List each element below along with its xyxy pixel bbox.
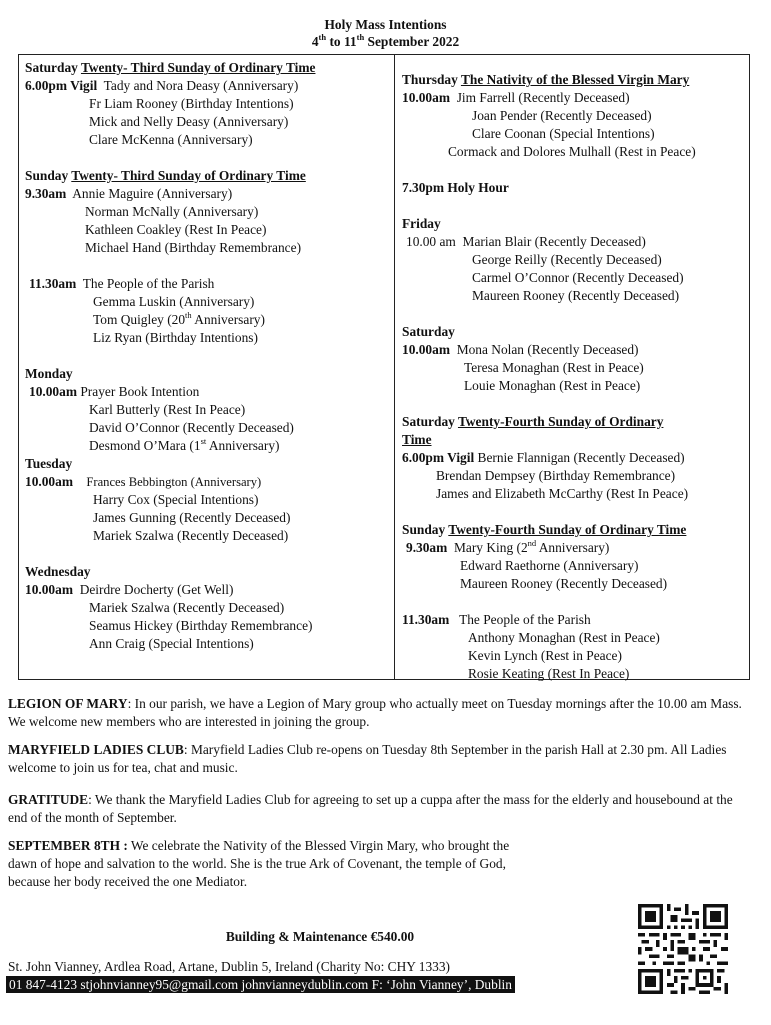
list-item: 10.00am Prayer Book Intention [29,384,200,399]
list-item: Kevin Lynch (Rest in Peace) [468,648,622,663]
list-item: Teresa Monaghan (Rest in Peace) [464,360,644,375]
list-item: James Gunning (Recently Deceased) [93,510,291,525]
qr-code-icon [638,904,728,994]
notice-legion-of-mary: LEGION OF MARY: In our parish, we have a Legion of Mary group who actually meet on Tuesday mornings after the 10.00 am Mass. We welcome new members who are interested in joining the group. [8,696,742,729]
list-item: Rosie Keating (Rest In Peace) [468,666,630,681]
mass-time: 9.30am [406,540,448,555]
list-item: George Reilly (Recently Deceased) [472,252,662,267]
contact-bar: 01 847-4123 stjohnvianney95@gmail.com johnvianneydublin.com F: ‘John Vianney’, Dublin [6,976,515,993]
mass-time: 10.00am [25,474,73,489]
notice-label: MARYFIELD LADIES CLUB [8,742,184,757]
monday-section [25,365,387,455]
list-item: Kathleen Coakley (Rest In Peace) [85,222,267,237]
list-item: Mick and Nelly Deasy (Anniversary) [89,114,289,129]
section-heading: Sunday Twenty- Third Sunday of Ordinary Time [25,168,306,183]
list-item: 6.00pm Vigil Bernie Flannigan (Recently Deceased) [402,450,685,465]
notice-gratitude: GRATITUDE: We thank the Maryfield Ladies Club for agreeing to set up a cuppa after the mass for the elderly and housebound at the end of the month of September. [8,792,733,825]
list-item: Gemma Luskin (Anniversary) [93,294,255,309]
date-range: 4th to 11th September 2022 [311,31,460,49]
list-item: 10.00am Deirdre Docherty (Get Well) [25,582,234,597]
list-item: 6.00pm Vigil Tady and Nora Deasy (Anniversary) [25,78,299,93]
sunday-section [25,167,387,347]
list-item: Liz Ryan (Birthday Intentions) [93,330,258,345]
saturday-vigil-section [25,59,387,149]
list-item: 10.00 am Marian Blair (Recently Deceased) [406,234,646,249]
section-heading: Saturday [402,324,455,339]
list-item: Mariek Szalwa (Recently Deceased) [89,600,285,615]
list-item: Ann Craig (Special Intentions) [89,636,254,651]
section-heading: Saturday Twenty- Third Sunday of Ordinary Time [25,60,316,75]
list-item: Harry Cox (Special Intentions) [93,492,259,507]
mass-time: 11.30am [402,612,450,627]
section-heading: Thursday The Nativity of the Blessed Virgin Mary [402,72,690,87]
mass-time: 6.00pm Vigil [402,450,475,465]
list-item: Desmond O’Mara (1st Anniversary) [89,435,280,453]
list-item: Carmel O’Connor (Recently Deceased) [472,270,684,285]
list-item: 9.30am Annie Maguire (Anniversary) [25,186,233,201]
section-heading: Tuesday [25,456,73,471]
section-heading-cont: Time [402,432,432,447]
list-item: Karl Butterly (Rest In Peace) [89,402,246,417]
section-heading: Friday [402,216,441,231]
friday-section [402,215,747,305]
notice-label: LEGION OF MARY [8,696,128,711]
list-item: 11.30am The People of the Parish [29,276,215,291]
list-item: Norman McNally (Anniversary) [85,204,259,219]
list-item: Cormack and Dolores Mulhall (Rest in Peace) [448,144,696,159]
section-heading: Wednesday [25,564,91,579]
saturday-section [402,323,747,395]
list-item: Tom Quigley (20th Anniversary) [93,309,265,327]
mass-time: 10.00am [25,582,73,597]
list-item: Maureen Rooney (Recently Deceased) [460,576,668,591]
building-maintenance: Building & Maintenance €540.00 [225,929,415,944]
section-heading: Saturday Twenty-Fourth Sunday of Ordinary [402,414,664,429]
mass-time: 10.00 am [406,234,456,249]
list-item: 9.30am Mary King (2nd Anniversary) [406,537,610,555]
page-header [0,16,771,50]
list-item: Louie Monaghan (Rest in Peace) [464,378,641,393]
list-item: 11.30am The People of the Parish [402,612,591,627]
notice-label: SEPTEMBER 8TH : [8,838,128,853]
column-divider [394,55,395,679]
list-item: Clare McKenna (Anniversary) [89,132,253,147]
notice-label: GRATITUDE [8,792,89,807]
page-title: Holy Mass Intentions [324,17,447,32]
notice-september-8th: SEPTEMBER 8TH : We celebrate the Nativity of the Blessed Virgin Mary, who brought the dawn of hope and salvation to the world. She is the true Ark of Covenant, the temple of God, because her body received the one Mediator. [8,838,510,889]
mass-time: 10.00am [402,90,450,105]
mass-time: 10.00am [29,384,77,399]
list-item: Fr Liam Rooney (Birthday Intentions) [89,96,294,111]
list-item: Seamus Hickey (Birthday Remembrance) [89,618,313,633]
left-column [25,59,387,653]
mass-time: 6.00pm Vigil [25,78,98,93]
list-item: James and Elizabeth McCarthy (Rest In Peace) [436,486,689,501]
list-item: Brendan Dempsey (Birthday Remembrance) [436,468,676,483]
parish-address: St. John Vianney, Ardlea Road, Artane, Dublin 5, Ireland (Charity No: CHY 1333) [8,959,451,974]
section-heading: Monday [25,366,73,381]
list-item: David O’Connor (Recently Deceased) [89,420,294,435]
mass-time: 11.30am [29,276,77,291]
list-item: Anthony Monaghan (Rest in Peace) [468,630,660,645]
list-item: 10.00am Frances Bebbington (Anniversary) [25,474,262,489]
list-item: Michael Hand (Birthday Remembrance) [85,240,302,255]
mass-intentions-table [18,54,750,680]
list-item: Edward Raethorne (Anniversary) [460,558,639,573]
list-item: Joan Pender (Recently Deceased) [472,108,652,123]
thursday-section [402,71,747,161]
saturday-vigil-section [402,413,747,503]
mass-time: 9.30am [25,186,67,201]
sunday-section [402,521,747,683]
wednesday-section [25,563,387,653]
mass-time: 10.00am [402,342,450,357]
list-item: Mariek Szalwa (Recently Deceased) [93,528,289,543]
holy-hour: 7.30pm Holy Hour [402,180,509,195]
list-item: Maureen Rooney (Recently Deceased) [472,288,680,303]
list-item: Clare Coonan (Special Intentions) [472,126,655,141]
right-column [402,71,747,683]
notice-ladies-club: MARYFIELD LADIES CLUB: Maryfield Ladies Club re-opens on Tuesday 8th September in the parish Hall at 2.30 pm. All Ladies welcome to join us for tea, chat and music. [8,742,727,775]
section-heading: Sunday Twenty-Fourth Sunday of Ordinary Time [402,522,687,537]
list-item: 10.00am Mona Nolan (Recently Deceased) [402,342,639,357]
tuesday-section [25,455,387,545]
list-item: 10.00am Jim Farrell (Recently Deceased) [402,90,630,105]
